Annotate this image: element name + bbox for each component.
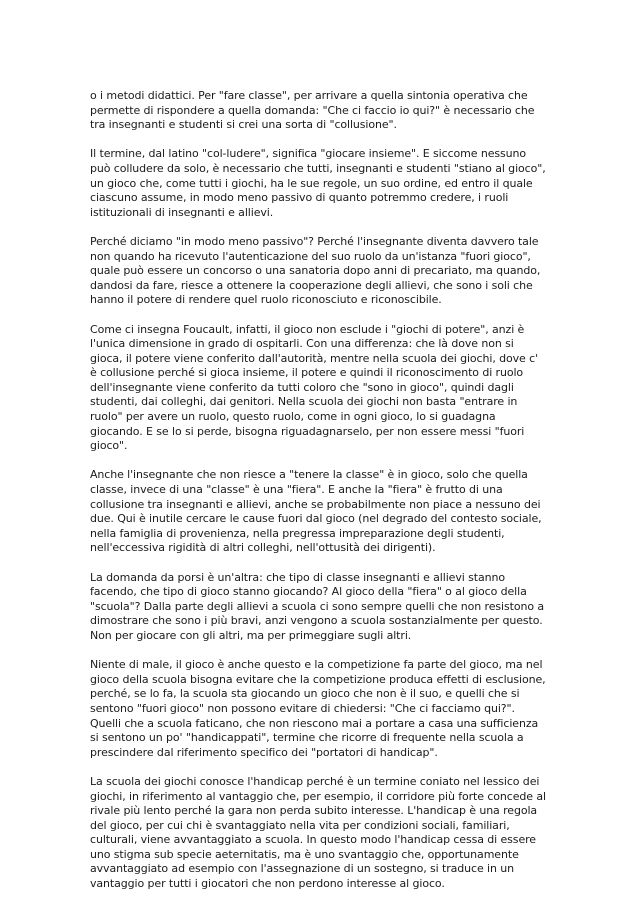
paragraph: La scuola dei giochi conosce l'handicap perché è un termine coniato nel lessico dei giochi, in riferimento al vantaggio che, per esempio, il corridore più forte concede al rivale più lento perché la gara non perda subito interesse. L'handicap è una regola del gioco, per cui chi è svantaggiato nella vita per condizioni sociali, familiari, culturali, viene avvantaggiato a scuola. In questo modo l'handicap cessa di essere uno stigma sub specie aeternitatis, ma è uno svantaggio che, opportunamente avvantaggiato ad esempio con l'assegnazione di un sostegno, si traduce in un vantaggio per tutti i giocatori che non perdono interesse al gioco. (90, 774, 546, 891)
paragraph: Niente di male, il gioco è anche questo e la competizione fa parte del gioco, ma nel gioco della scuola bisogna evitare che la competizione produca effetti di esclusione, perché, se lo fa, la scuola sta giocando un gioco che non è il suo, e quelli che si sentono "fuori gioco" non possono evitare di chiedersi: "Che ci facciamo qui?". Quelli che a scuola faticano, che non riescono mai a portare a casa una sufficienza si sentono un po' "handicappati", termine che ricorre di frequente nella scuola a prescindere dal riferimento specifico dei "portatori di handicap". (90, 658, 546, 759)
document-page (90, 89, 552, 906)
paragraph: Come ci insegna Foucault, infatti, il gioco non esclude i "giochi di potere", anzi è l'unica dimensione in grado di ospitarli. Con una differenza: che là dove non si gioca, il potere viene conferito dall'autorità, mentre nella scuola dei giochi, dove c' è collusione perché si gioca insieme, il potere e quindi il riconoscimento di ruolo dell'insegnante viene conferito da tutti coloro che "sono in gioco", quindi dagli studenti, dai colleghi, dai genitori. Nella scuola dei giochi non basta "entrare in ruolo" per avere un ruolo, questo ruolo, come in ogni gioco, lo si guadagna giocando. E se lo si perde, bisogna riguadagnarselo, per non essere messi "fuori gioco". (90, 322, 538, 453)
paragraph: Anche l'insegnante che non riesce a "tenere la classe" è in gioco, solo che quella classe, invece di una "classe" è una "fiera". E anche la "fiera" è frutto di una collusione tra insegnanti e allievi, anche se probabilmente non piace a nessuno dei due. Qui è inutile cercare le cause fuori dal gioco (nel degrado del contesto sociale, nella famiglia di provenienza, nella pregressa impreparazione degli studenti, nell'eccessiva rigidità di altri colleghi, nell'ottusità dei dirigenti). (90, 468, 542, 555)
paragraph: o i metodi didattici. Per "fare classe", per arrivare a quella sintonia operativa che permette di rispondere a quella domanda: "Che ci faccio io qui?" è necessario che tra insegnanti e studenti si crei una sorta di "collusione". (90, 89, 535, 132)
paragraph: Perché diciamo "in modo meno passivo"? Perché l'insegnante diventa davvero tale non quando ha ricevuto l'autenticazione del suo ruolo da un'istanza "fuori gioco", quale può essere un concorso o una sanatoria dopo anni di precariato, ma quando, dandosi da fare, riesce a ottenere la cooperazione degli allievi, che sono i soli che hanno il potere di rendere quel ruolo riconosciuto e riconoscibile. (90, 234, 541, 307)
paragraph: La domanda da porsi è un'altra: che tipo di classe insegnanti e allievi stanno facendo, che tipo di gioco stanno giocando? Al gioco della "fiera" o al gioco della "scuola"? Dalla parte degli allievi a scuola ci sono sempre quelli che non resistono a dimostrare che sono i più bravi, anzi vengono a scuola sostanzialmente per questo. Non per giocare con gli altri, ma per primeggiare sugli altri. (90, 570, 544, 642)
paragraph: Il termine, dal latino "col-ludere", significa "giocare insieme". E siccome nessuno può colludere da solo, è necessario che tutti, insegnanti e studenti "stiano al gioco", un gioco che, come tutti i giochi, ha le sue regole, un suo ordine, ed entro il quale ciascuno assume, in modo meno passivo di quanto potremmo credere, i ruoli istituzionali di insegnanti e allievi. (90, 147, 546, 219)
